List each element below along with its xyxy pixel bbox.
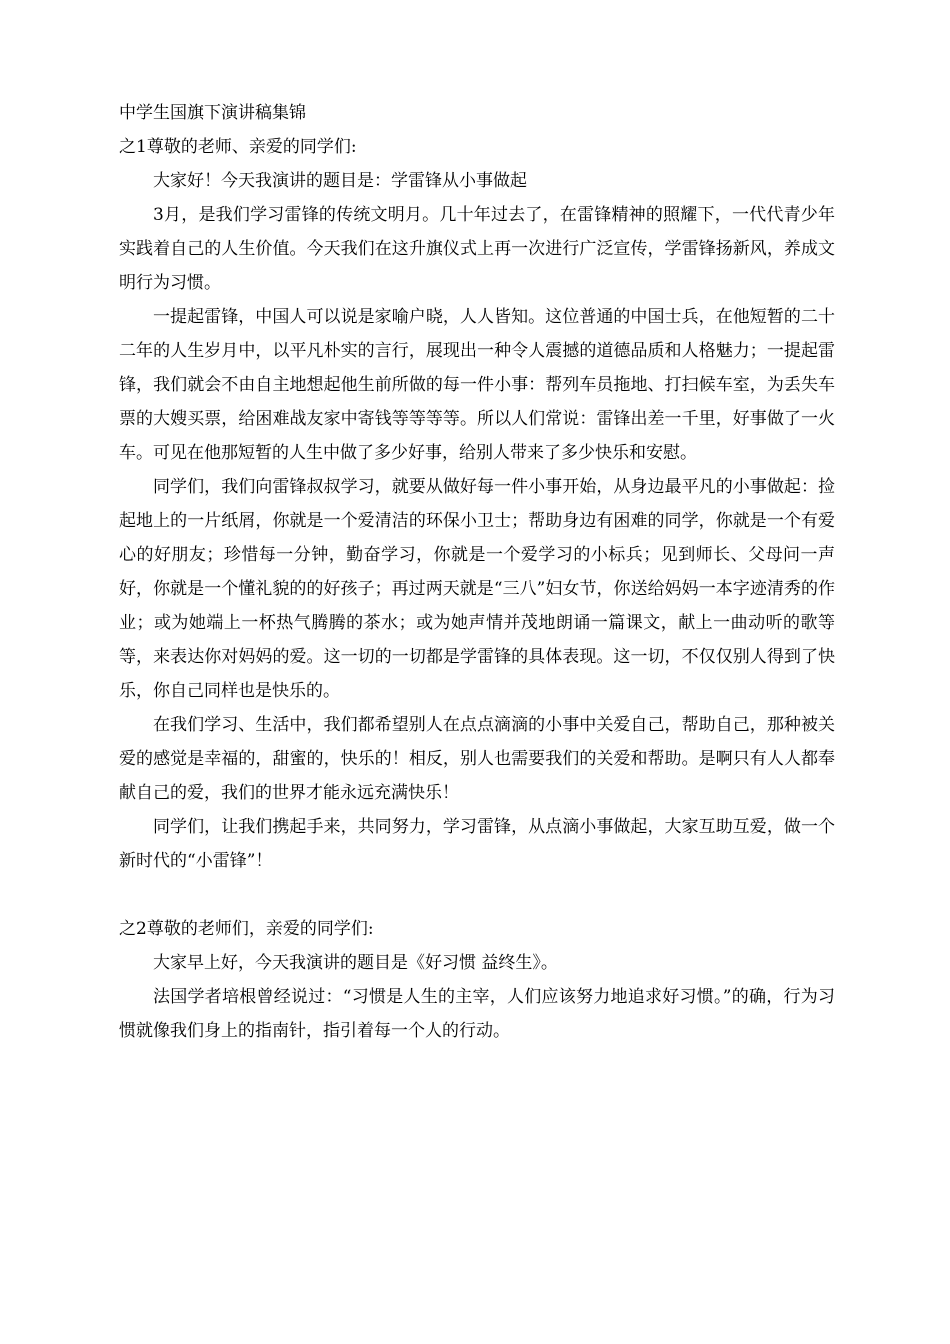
speech1-paragraph-3: 一提起雷锋，中国人可以说是家喻户晓，人人皆知。这位普通的中国士兵，在他短暂的二十二年的人生岁月中，以平凡朴实的言行，展现出一种令人震撼的道德品质和人格魅力；一提起雷锋，我们就会不由自主地想起他生前所做的每一件小事：帮列车员拖地、打扫候车室，为丢失车票的大嫂买票，给困难战友家中寄钱等等等等。所以人们常说：雷锋出差一千里，好事做了一火车。可见在他那短暂的人生中做了多少好事，给别人带来了多少快乐和安慰。 xyxy=(119,307,835,463)
speech1-paragraph-1: 大家好！今天我演讲的题目是：学雷锋从小事做起 xyxy=(153,171,527,191)
document-title: 中学生国旗下演讲稿集锦 xyxy=(119,103,306,123)
section-spacer xyxy=(119,878,835,912)
speech2-paragraph-1: 大家早上好，今天我演讲的题目是《好习惯 益终生》。 xyxy=(153,953,558,973)
speech1-paragraph-6: 同学们，让我们携起手来，共同努力，学习雷锋，从点滴小事做起，大家互助互爱，做一个新时代的“小雷锋”！ xyxy=(119,817,835,871)
speech2-paragraph-2: 法国学者培根曾经说过：“习惯是人生的主宰，人们应该努力地追求好习惯。”的确，行为习惯就像我们身上的指南针，指引着每一个人的行动。 xyxy=(119,987,835,1041)
speech1-paragraph-5: 在我们学习、生活中，我们都希望别人在点点滴滴的小事中关爱自己，帮助自己，那种被关爱的感觉是幸福的，甜蜜的，快乐的！相反，别人也需要我们的关爱和帮助。是啊只有人人都奉献自己的爱，我们的世界才能永远充满快乐！ xyxy=(119,715,835,803)
speech1-paragraph-2: 3月，是我们学习雷锋的传统文明月。几十年过去了，在雷锋精神的照耀下，一代代青少年实践着自己的人生价值。今天我们在这升旗仪式上再一次进行广泛宣传，学雷锋扬新风，养成文明行为习惯。 xyxy=(119,205,835,293)
speech1-paragraph-4: 同学们，我们向雷锋叔叔学习，就要从做好每一件小事开始，从身边最平凡的小事做起：捡起地上的一片纸屑，你就是一个爱清洁的环保小卫士；帮助身边有困难的同学，你就是一个有爱心的好朋友；珍惜每一分钟，勤奋学习，你就是一个爱学习的小标兵；见到师长、父母问一声好，你就是一个懂礼貌的的好孩子；再过两天就是“三八”妇女节，你送给妈妈一本字迹清秀的作业；或为她端上一杯热气腾腾的茶水；或为她声情并茂地朗诵一篇课文，献上一曲动听的歌等等，来表达你对妈妈的爱。这一切的一切都是学雷锋的具体表现。这一切，不仅仅别人得到了快乐，你自己同样也是快乐的。 xyxy=(119,477,835,701)
document-body xyxy=(119,96,835,1048)
speech1-salutation: 之1尊敬的老师、亲爱的同学们: xyxy=(119,137,357,157)
speech2-salutation: 之2尊敬的老师们，亲爱的同学们: xyxy=(119,919,374,939)
